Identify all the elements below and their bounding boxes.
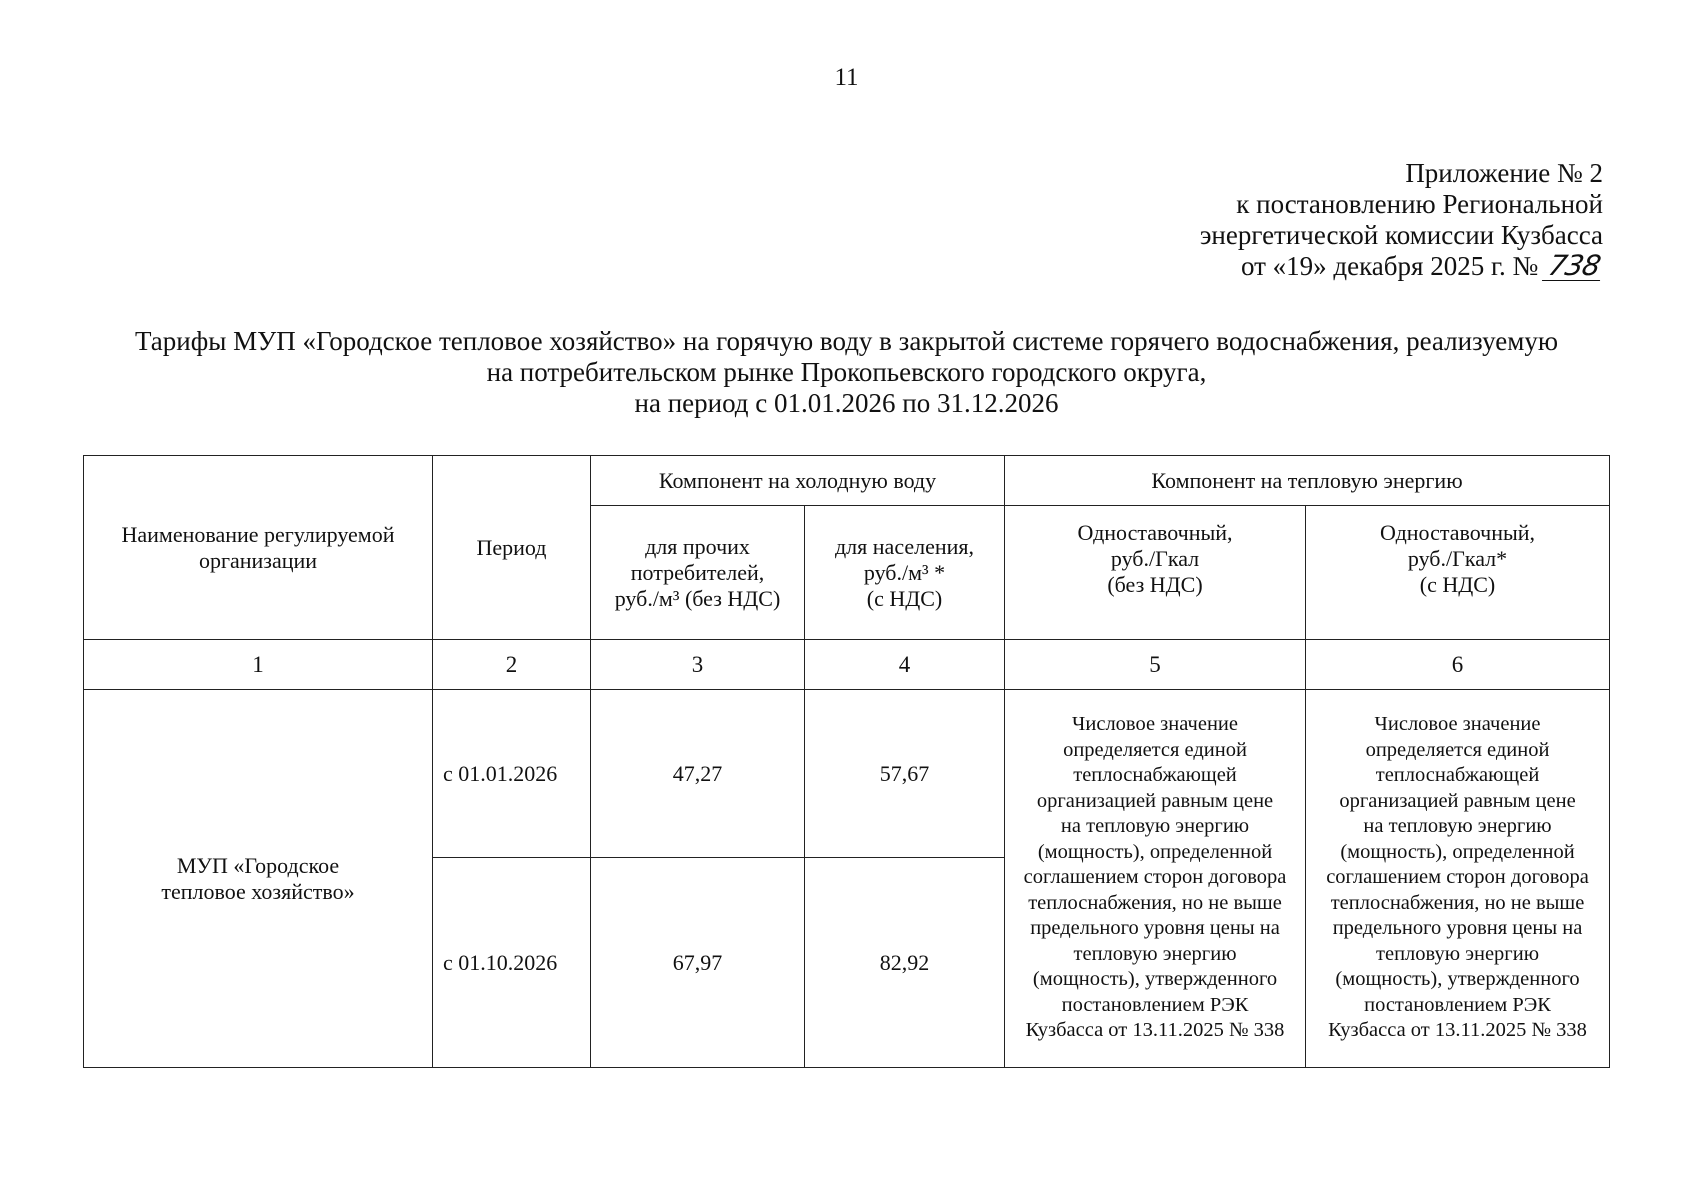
desc-line: (мощность), определенной xyxy=(1340,840,1575,863)
desc-line: организацией равным цене xyxy=(1036,789,1274,812)
organization-cell xyxy=(84,690,433,1068)
header-col6-line: (с НДС) xyxy=(1419,572,1496,597)
desc-line: предельного уровня цены на xyxy=(1332,917,1583,939)
header-org-name-text: Наименование регулируемой организации xyxy=(121,521,395,573)
header-col6-line: руб./Гкал* xyxy=(1407,546,1508,571)
desc-line: организацией равным цене xyxy=(1339,789,1576,812)
header-col4-line: руб./м³ * xyxy=(863,559,946,585)
column-number: 2 xyxy=(433,640,591,690)
appendix-line-2: к постановлению Региональной xyxy=(1236,189,1603,219)
period-cell: с 01.10.2026 xyxy=(433,858,591,1068)
desc-line: Кузбасса от 13.11.2025 № 338 xyxy=(1025,1019,1285,1041)
desc-line: Числовое значение xyxy=(1072,713,1238,735)
header-col3-line: руб./м³ (без НДС) xyxy=(614,585,781,611)
period-cell: с 01.01.2026 xyxy=(433,690,591,858)
header-col5-line: Одноставочный, xyxy=(1077,520,1233,545)
cold-population-cell: 57,67 xyxy=(805,690,1005,858)
desc-line: теплоснабжающей xyxy=(1073,764,1237,786)
column-number: 4 xyxy=(805,640,1005,690)
desc-line: соглашением сторон договора xyxy=(1326,866,1589,888)
desc-line: на тепловую энергию xyxy=(1060,815,1250,837)
desc-line: Кузбасса от 13.11.2025 № 338 xyxy=(1328,1019,1587,1041)
header-col4-line: для населения, xyxy=(834,533,975,559)
header-col5-line: руб./Гкал xyxy=(1110,546,1200,571)
desc-line: теплоснабжения, но не выше xyxy=(1330,891,1585,914)
appendix-line-1: Приложение № 2 xyxy=(1405,158,1603,188)
desc-line: (мощность), утвержденного xyxy=(1335,968,1580,990)
desc-line: (мощность), определенной xyxy=(1037,840,1273,863)
header-col5-line: (без НДС) xyxy=(1107,572,1203,597)
desc-line: определяется единой xyxy=(1365,738,1550,761)
organization-line: тепловое хозяйство» xyxy=(161,878,355,904)
header-col3-line: для прочих xyxy=(645,533,750,559)
appendix-line-3: энергетической комиссии Кузбасса xyxy=(1199,220,1603,250)
heat-with-vat-cell xyxy=(1306,690,1610,1068)
desc-line: постановлением РЭК xyxy=(1364,993,1551,1016)
column-number: 5 xyxy=(1005,640,1306,690)
table-row xyxy=(84,690,1610,858)
header-cold-water-text: Компонент на холодную воду xyxy=(658,467,937,493)
desc-line: соглашением сторон договора xyxy=(1023,866,1287,888)
header-col3 xyxy=(591,506,805,640)
cold-other-cell: 47,27 xyxy=(591,690,805,858)
appendix-date-text: от «19» декабря 2025 г. № xyxy=(1240,251,1539,281)
document-title xyxy=(60,326,1633,419)
header-col4-line: (с НДС) xyxy=(866,585,943,611)
desc-line: тепловую энергию xyxy=(1376,942,1540,965)
column-number: 3 xyxy=(591,640,805,690)
header-period-text: Период xyxy=(476,534,547,560)
header-period xyxy=(433,456,591,640)
column-number: 1 xyxy=(84,640,433,690)
heat-no-vat-cell xyxy=(1005,690,1306,1068)
header-col6-line: Одноставочный, xyxy=(1379,520,1536,545)
header-col5 xyxy=(1005,506,1306,640)
desc-line: Числовое значение xyxy=(1374,713,1541,735)
tariff-table xyxy=(83,455,1610,1068)
desc-line: (мощность), утвержденного xyxy=(1032,968,1278,990)
desc-line: определяется единой xyxy=(1063,738,1247,761)
appendix-block xyxy=(1200,158,1603,282)
desc-line: предельного уровня цены на xyxy=(1030,917,1280,939)
desc-line: теплоснабжения, но не выше xyxy=(1028,891,1282,914)
header-cold-water-group xyxy=(591,456,1005,506)
page-number: 11 xyxy=(834,64,859,91)
organization-line: МУП «Городское xyxy=(176,852,340,878)
title-line-2: на потребительском рынке Прокопьевского городского округа, xyxy=(486,357,1207,387)
cold-other-cell: 67,97 xyxy=(591,858,805,1068)
header-col6 xyxy=(1306,506,1610,640)
title-line-1: Тарифы МУП «Городское тепловое хозяйство» на горячую воду в закрытой системе горячего водоснабжения, реализуемую xyxy=(134,326,1559,356)
header-heat-text: Компонент на тепловую энергию xyxy=(1151,467,1463,493)
column-number: 6 xyxy=(1306,640,1610,690)
handwritten-number: 738 xyxy=(1542,252,1606,281)
cold-population-cell: 82,92 xyxy=(805,858,1005,1068)
desc-line: теплоснабжающей xyxy=(1375,764,1540,786)
desc-line: постановлением РЭК xyxy=(1061,993,1249,1016)
header-col3-line: потребителей, xyxy=(630,559,765,585)
header-col4 xyxy=(805,506,1005,640)
appendix-line-4 xyxy=(1200,251,1603,282)
title-line-3: на период с 01.01.2026 по 31.12.2026 xyxy=(634,388,1059,418)
desc-line: тепловую энергию xyxy=(1073,942,1237,965)
desc-line: на тепловую энергию xyxy=(1363,815,1552,837)
header-heat-group xyxy=(1005,456,1610,506)
header-org-name xyxy=(84,456,433,640)
